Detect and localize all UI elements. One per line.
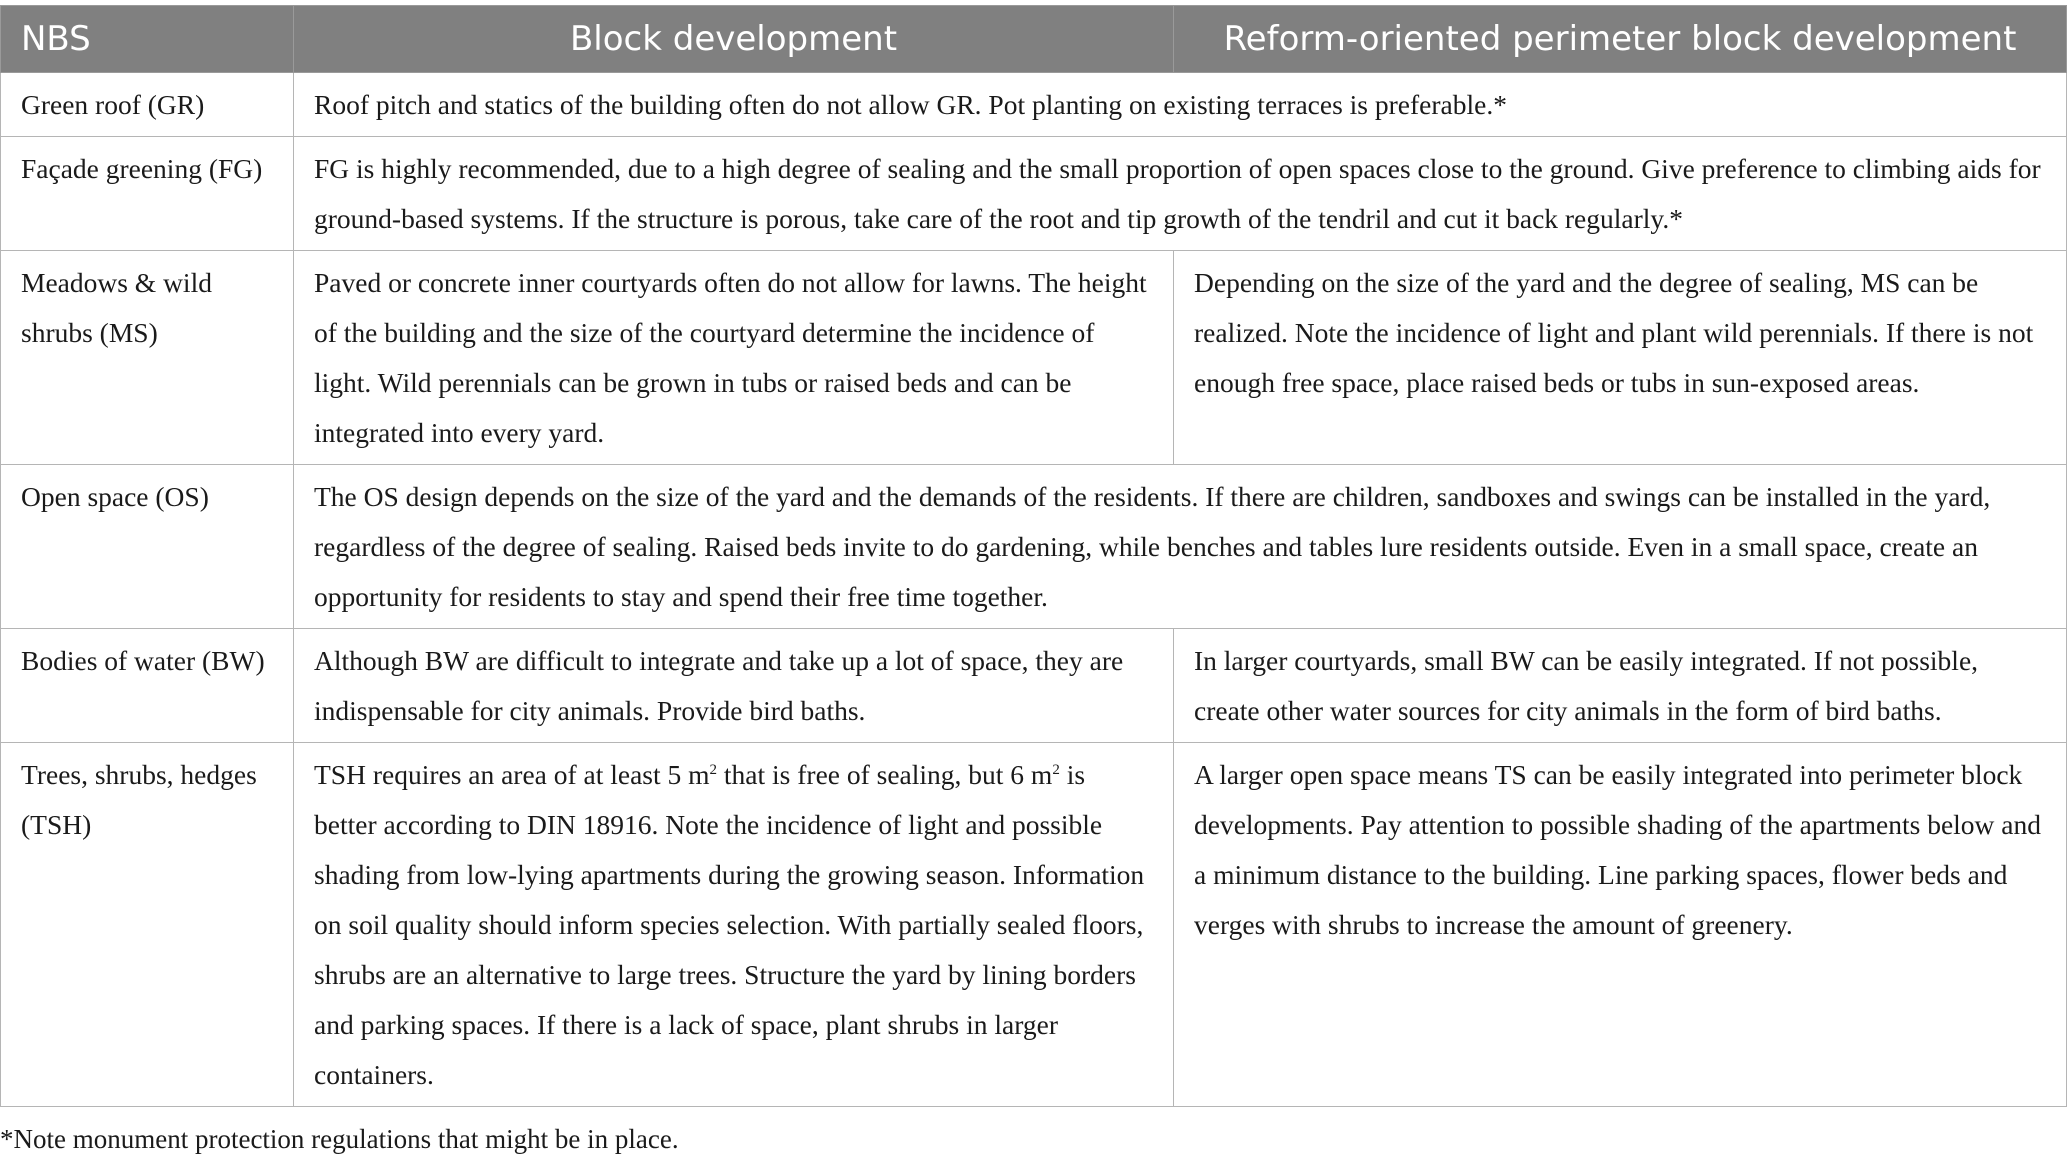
reform-recommendation: A larger open space means TS can be easily integrated into perimeter block developments. Pay attention to possible shading of the apartments below and a minimum distance to the building. Line parking spaces, flower beds and verges with shrubs to increase the amount of greenery. [1174,743,2067,1107]
block-recommendation: Paved or concrete inner courtyards often do not allow for lawns. The height of the building and the size of the courtyard determine the incidence of light. Wild perennials can be grown in tubs or raised beds and can be integrated into every yard. [294,251,1174,465]
nbs-label: Façade greening (FG) [1,137,294,251]
nbs-label: Meadows & wild shrubs (MS) [1,251,294,465]
table-row [1,73,2067,137]
tsh-text-part-c: is better according to DIN 18916. Note the incidence of light and possible shading from low-lying apartments during the growing season. Information on soil quality should inform species selection. With partially sealed floors, shrubs are an alternative to large trees. Structure the yard by lining borders and parking spaces. If there is a lack of space, plant shrubs in larger containers. [314,759,1145,1090]
block-recommendation: Although BW are difficult to integrate and take up a lot of space, they are indispensable for city animals. Provide bird baths. [294,629,1174,743]
table-row [1,465,2067,629]
table-row [1,629,2067,743]
merged-recommendation: Roof pitch and statics of the building often do not allow GR. Pot planting on existing terraces is preferable.* [294,73,2067,137]
header-reform-oriented: Reform-oriented perimeter block development [1174,6,2067,73]
nbs-label: Bodies of water (BW) [1,629,294,743]
superscript-squared: 2 [709,761,718,778]
table-row [1,137,2067,251]
superscript-squared: 2 [1052,761,1060,778]
header-nbs: NBS [1,6,294,73]
table-row [1,251,2067,465]
nbs-label: Open space (OS) [1,465,294,629]
nbs-label: Green roof (GR) [1,73,294,137]
table-row [1,743,2067,1107]
header-block-development: Block development [294,6,1174,73]
reform-recommendation: Depending on the size of the yard and the degree of sealing, MS can be realized. Note the incidence of light and plant wild perennials. If there is not enough free space, place raised beds or tubs in sun-exposed areas. [1174,251,2067,465]
footnote: *Note monument protection regulations that might be in place. [0,1124,679,1154]
merged-recommendation: The OS design depends on the size of the yard and the demands of the residents. If there are children, sandboxes and swings can be installed in the yard, regardless of the degree of sealing. Raised beds invite to do gardening, while benches and tables lure residents outside. Even in a small space, create an opportunity for residents to stay and spend their free time together. [294,465,2067,629]
merged-recommendation: FG is highly recommended, due to a high degree of sealing and the small proportion of open spaces close to the ground. Give preference to climbing aids for ground-based systems. If the structure is porous, take care of the root and tip growth of the tendril and cut it back regularly.* [294,137,2067,251]
table-header-row [1,6,2067,73]
nbs-label: Trees, shrubs, hedges (TSH) [1,743,294,1107]
nbs-table-container [0,5,2066,1107]
tsh-text-part-a: TSH requires an area of at least 5 m [314,759,710,790]
tsh-text-part-b: that is free of sealing, but 6 m [717,759,1053,790]
nbs-table [0,5,2067,1107]
block-recommendation [294,743,1174,1107]
reform-recommendation: In larger courtyards, small BW can be easily integrated. If not possible, create other water sources for city animals in the form of bird baths. [1174,629,2067,743]
